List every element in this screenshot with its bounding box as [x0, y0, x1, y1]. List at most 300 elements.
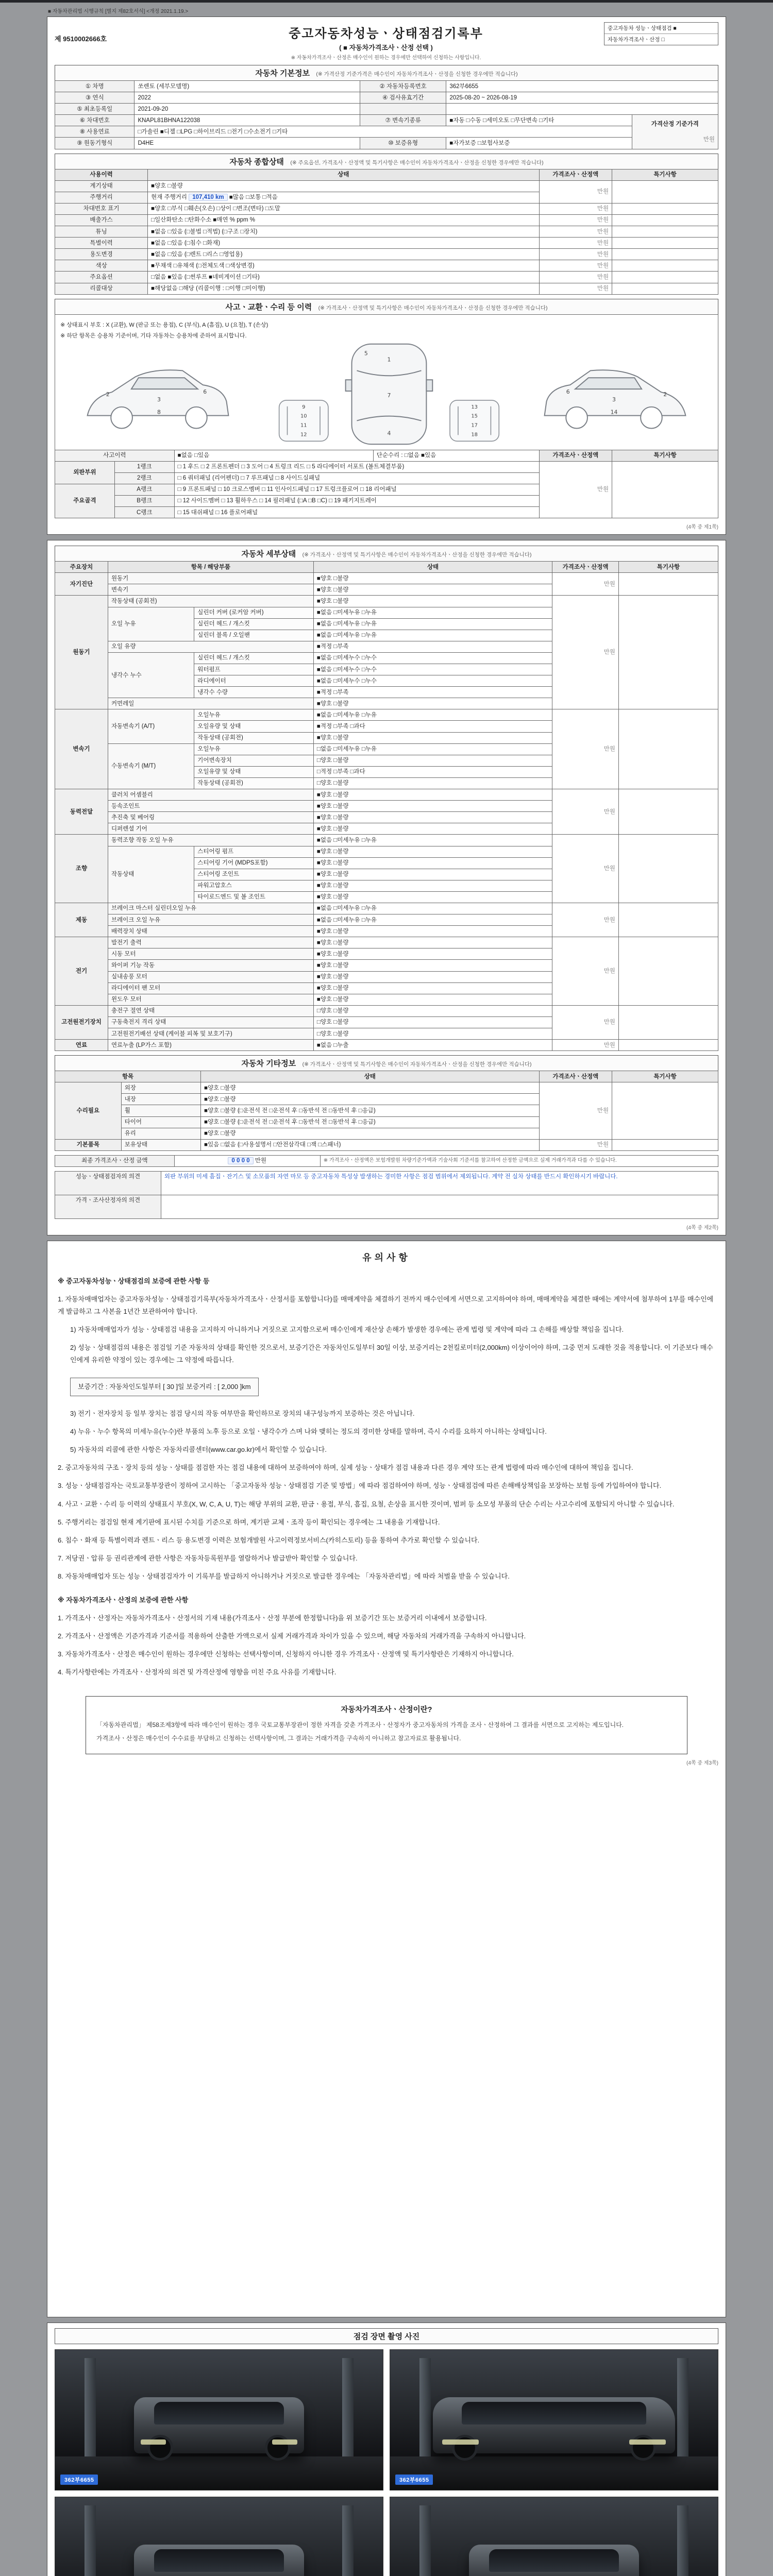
section-accident-title: 사고ㆍ교환ㆍ수리 등 이력 (※ 가격조사ㆍ산정액 및 특기사항은 매수인이 자동차가격조사ㆍ산정을 신청한 경우에만 적습니다)	[55, 299, 718, 314]
field-value: ■적정 □부족 □과다	[313, 721, 552, 732]
subitem-label: 작동상태 (공회전)	[194, 777, 314, 789]
group-label: 제동	[55, 903, 108, 937]
field-label: 배출가스	[55, 214, 148, 226]
notice-paragraph: 1. 자동차매매업자는 중고자동차성능ㆍ상태점검기록부(자동차가격조사ㆍ산정서를 포함합니다)를 매매계약을 체결하기 전까지 매수인에게 서면으로 고지하여야 하며, 매매계약을 체결한 때에는 계약서에 첨부하여 1부를 매수인에게 발급하고 그 사본을 1년간 보관하여야 합니다.	[58, 1295, 714, 1316]
field-value: □양호 □불량	[313, 1016, 552, 1028]
field-value: ■있음 □없음 (□사용설명서 □안전삼각대 □잭 □스패너)	[201, 1139, 539, 1150]
price-cell: 만원	[539, 226, 612, 238]
field-value: ■양호 □불량	[313, 857, 552, 869]
field-value: ■없음 □미세누유 □누유	[313, 835, 552, 846]
field-label: ③ 연식	[55, 92, 135, 104]
field-value: ■양호 □불량 (□운전석 전 □운전석 후 □동반석 전 □동반석 후 □응급)	[201, 1105, 539, 1116]
field-value: ■양호 □불량	[201, 1094, 539, 1105]
column-header: 항목	[55, 1071, 201, 1082]
price-cell: 만원	[552, 903, 619, 937]
field-value: ■양호 □불량	[313, 573, 552, 584]
item-label: 자동변속기 (A/T)	[108, 709, 194, 743]
svg-text:2: 2	[663, 391, 667, 398]
column-header: 가격조사ㆍ산정액	[539, 450, 612, 461]
subitem-label: 스티어링 조인트	[194, 869, 314, 880]
field-value: ■없음 □미세누유 □누유	[313, 914, 552, 926]
group-label: 원동기	[55, 596, 108, 709]
price-cell: 만원	[552, 835, 619, 903]
item-label: 오일 누유	[108, 607, 194, 641]
notice-paragraph: 1. 가격조사ㆍ산정자는 자동차가격조사ㆍ산정서의 기재 내용(가격조사ㆍ산정 부분에 한정합니다)을 위 보증기간 또는 보증거리 이내에서 보증합니다.	[58, 1614, 487, 1622]
section-etc-title: 자동차 기타정보 (※ 가격조사ㆍ산정액 및 특기사항은 매수인이 자동차가격조사ㆍ산정을 신청한 경우에만 적습니다)	[55, 1055, 718, 1071]
field-value: 단순수리 : □없음 ■있음	[373, 450, 539, 461]
item-label: 등속조인트	[108, 801, 313, 812]
field-value	[161, 1195, 718, 1218]
svg-text:6: 6	[203, 388, 207, 395]
price-appraisal-explainer-box	[86, 1696, 687, 1754]
field-value: ■양호 □불량	[313, 698, 552, 709]
item-label: 브레이크 오일 누유	[108, 914, 313, 926]
price-appraisal-select-note: ※ 자동차가격조사ㆍ산정은 매수인이 원하는 경우에만 선택하여 신청하는 사항입니다.	[291, 55, 481, 61]
field-value: ■양호 □불량	[313, 880, 552, 891]
column-header: 상태	[148, 169, 539, 180]
field-value: ■양호 □불량 (□운전석 전 □운전석 후 □동반석 전 □동반석 후 □응급)	[201, 1116, 539, 1128]
svg-text:1: 1	[387, 356, 391, 363]
field-value: ■양호 □불량	[313, 789, 552, 801]
price-base-cell: 가격산정 기준가격 만원	[632, 115, 718, 149]
field-value: 2021-09-20	[135, 104, 360, 115]
value-chip: 107,410 km	[189, 194, 227, 201]
field-value: ■자가보증 □보험사보증	[446, 138, 632, 149]
field-value: ■양호 □불량	[201, 1128, 539, 1139]
field-value: 362부6655	[446, 81, 718, 92]
notice-paragraph: 3) 전기ㆍ전자장치 등 일부 장치는 점검 당시의 작동 여부만을 확인하므로 장치의 내구성능까지 보증하는 것은 아닙니다.	[70, 1410, 415, 1418]
subitem-label: 타이로드엔드 및 볼 조인트	[194, 891, 314, 903]
price-appraisal-select-label: ( ■ 자동차가격조사ㆍ산정 선택 )	[339, 44, 433, 52]
group-label: 조향	[55, 835, 108, 903]
notice-paragraph: 1) 자동차매매업자가 성능ㆍ상태점검 내용을 고지하지 아니하거나 거짓으로 고지함으로써 매수인에게 재산상 손해가 발생한 경우에는 관계 법령 및 계약에 따라 그 손해를 배상할 책임을 집니다.	[70, 1326, 624, 1334]
field-value: ■없음 □있음 (□불법 □적법) (□구조 □장치)	[148, 226, 539, 238]
column-header: 가격조사ㆍ산정액	[552, 562, 619, 573]
field-value: ■양호 □불량	[313, 596, 552, 607]
field-value: 외판 부위의 미세 흠집ㆍ잔기스 및 소모품의 자연 마모 등 중고자동차 특성상 발생하는 경미한 사항은 점검 범위에서 제외됩니다. 계약 전 실차 상태를 반드시 확인하시기 바랍니다.	[161, 1171, 718, 1195]
field-value: ■양호 □불량	[313, 732, 552, 743]
notice-paragraph: 6. 침수ㆍ화재 등 특별이력과 렌트ㆍ리스 등 용도변경 이력은 보험개발원 사고이력정보서비스(카히스토리) 등을 통하여 추가로 확인할 수 있습니다.	[58, 1536, 480, 1544]
section-overall-title: 자동차 종합상태 (※ 주요옵션, 가격조사ㆍ산정액 및 특기사항은 매수인이 자동차가격조사ㆍ산정을 신청한 경우에만 적습니다)	[55, 154, 718, 169]
field-label: 주행거리	[55, 192, 148, 203]
notice-paragraph: 3. 성능ㆍ상태점검자는 국토교통부장관이 정하여 고시하는 「중고자동차 성능ㆍ상태점검 기준 및 방법」에 따라 점검하여야 하며, 성능ㆍ상태점검에 따른 손해배상책임을 보장하는 보험 등에 가입하여야 합니다.	[58, 1482, 662, 1490]
field-value: 2025-08-20 ~ 2026-08-19	[446, 92, 718, 104]
field-value: ■없음 □미세누수 □누수	[313, 664, 552, 675]
sheet-detail-etc	[47, 540, 726, 1235]
note-cell	[618, 709, 718, 789]
explainer-paragraph-1: 「자동차관리법」 제58조제3항에 따라 매수인이 원하는 경우 국토교통부장관이 정한 자격을 갖춘 가격조사ㆍ산정자가 중고자동차의 가격을 조사ㆍ산정하여 그 결과를 서면으로 고지하는 제도입니다.	[96, 1721, 624, 1728]
field-value: ■양호 □불량	[313, 801, 552, 812]
field-value: ■없음 □미세누유 □누유	[313, 630, 552, 641]
svg-text:4: 4	[387, 429, 391, 436]
field-value: ■없음 □미세누유 □누유	[313, 709, 552, 721]
field-label: B랭크	[114, 495, 174, 506]
sheet-photos	[47, 2323, 726, 2576]
item-label: 연료누출 (LP가스 포함)	[108, 1040, 313, 1051]
note-cell	[612, 283, 718, 294]
field-value: ■없음 □미세누수 □누수	[313, 652, 552, 664]
state-code-legend: ※ 상태표시 부호 : X (교환), W (판금 또는 용접), C (부식), A (흠집), U (요철), T (손상)	[60, 321, 268, 328]
section-photos-title: 점검 장면 촬영 사진	[55, 2328, 718, 2344]
note-cell	[612, 249, 718, 260]
field-value: □가솔린 ■디젤 □LPG □하이브리드 □전기 □수소전기 □기타	[135, 126, 632, 138]
svg-text:13: 13	[471, 404, 478, 410]
field-label: 차대번호 표기	[55, 203, 148, 214]
item-label: 휠	[121, 1105, 200, 1116]
field-value: □ 6 쿼터패널 (리어펜더) □ 7 루프패널 □ 8 사이드실패널	[174, 472, 539, 484]
svg-text:18: 18	[471, 431, 478, 437]
note-cell	[612, 1139, 718, 1150]
item-label: 냉각수 누수	[108, 652, 194, 698]
field-value: ■없음 □미세누수 □누수	[313, 675, 552, 687]
item-label: 클러치 어셈블리	[108, 789, 313, 801]
field-value: ■양호 □불량	[313, 846, 552, 857]
field-value: □양호 □불량	[313, 1028, 552, 1040]
svg-text:3: 3	[157, 396, 161, 403]
item-label: 오일 유량	[108, 641, 313, 652]
field-label: 튜닝	[55, 226, 148, 238]
notice-paragraph: 보증기간 : 자동차인도일부터 [ 30 ]일 보증거리 : [ 2,000 ]km	[70, 1378, 259, 1396]
price-cell: 만원	[539, 203, 612, 214]
column-header: 상태	[313, 562, 552, 573]
price-cell: 만원	[539, 1139, 612, 1150]
photo-caption-plate: 362부6655	[395, 2475, 433, 2485]
notice-paragraph: 8. 자동차매매업자 또는 성능ㆍ상태점검자가 이 기록부를 발급하지 아니하거나 거짓으로 발급한 경우에는 「자동차관리법」에 따라 처벌을 받을 수 있습니다.	[58, 1572, 510, 1580]
price-cell: 만원	[539, 272, 612, 283]
field-value: □ 12 사이드멤버 □ 13 휠하우스 □ 14 필러패널 (□A □B □C) □ 19 패키지트레이	[174, 495, 539, 506]
notice-paragraph: 5) 자동차의 리콜에 관한 사항은 자동차리콜센터(www.car.go.kr)에서 확인할 수 있습니다.	[70, 1446, 327, 1454]
subitem-label: 오일유량 및 상태	[194, 721, 314, 732]
field-label: 성능ㆍ상태점검자의 의견	[55, 1171, 161, 1195]
field-value: ■없음 □미세누유 □누유	[313, 903, 552, 914]
field-label: 특별이력	[55, 238, 148, 249]
price-cell: 만원	[539, 249, 612, 260]
field-label: 색상	[55, 260, 148, 272]
note-cell	[618, 573, 718, 596]
item-label: 커먼레일	[108, 698, 313, 709]
note-cell	[612, 180, 718, 203]
note-cell	[612, 461, 718, 518]
svg-text:15: 15	[471, 413, 478, 419]
subitem-label: 오일유량 및 상태	[194, 766, 314, 777]
etc-info-table	[55, 1071, 718, 1151]
column-header: 상태	[201, 1071, 539, 1082]
subitem-label: 오일누유	[194, 709, 314, 721]
item-label: 발전기 출력	[108, 937, 313, 948]
column-header: 가격조사ㆍ산정액	[539, 1071, 612, 1082]
svg-text:9: 9	[302, 404, 306, 410]
item-label: 내장	[121, 1094, 200, 1105]
field-value: 2022	[135, 92, 360, 104]
column-header: 특기사항	[612, 1071, 718, 1082]
field-value: □ 15 대쉬패널 □ 16 플로어패널	[174, 507, 539, 518]
subitem-label: 실린더 헤드 / 개스킷	[194, 618, 314, 630]
column-header: 항목 / 해당부품	[108, 562, 313, 573]
notice-paragraph: 4) 누유ㆍ누수 항목의 미세누유(누수)란 부품의 노후 등으로 오일ㆍ냉각수가 스며 나와 맺히는 정도의 경미한 상태를 말하며, 즉시 수리를 요하지 아니하는 상태입니다.	[70, 1428, 547, 1436]
field-value: ■양호 □불량	[313, 812, 552, 823]
notice-paragraph: ※ 자동차가격조사ㆍ산정의 보증에 관한 사항	[58, 1596, 189, 1604]
item-label: 충전구 절연 상태	[108, 1005, 313, 1016]
note-cell	[612, 203, 718, 214]
group-label: 외판부위	[55, 461, 115, 484]
accident-diagram-panel	[55, 314, 718, 450]
note-cell	[618, 1040, 718, 1051]
field-value: ■양호 □부식 □훼손(오손) □상이 □변조(변타) □도말	[148, 203, 539, 214]
field-label	[360, 104, 446, 115]
document-page	[47, 3, 726, 2576]
group-label: 전기	[55, 937, 108, 1006]
field-label: ⑨ 원동기형식	[55, 138, 135, 149]
group-label: 기본품목	[55, 1139, 122, 1150]
field-label: A랭크	[114, 484, 174, 495]
field-label: 가격ㆍ조사산정자의 의견	[55, 1195, 161, 1218]
item-label: 윈도우 모터	[108, 994, 313, 1005]
field-value: ■없음 □누출	[313, 1040, 552, 1051]
subitem-label: 냉각수 수량	[194, 687, 314, 698]
diagram-basis-legend: ※ 하단 항목은 승용차 기준이며, 기타 자동차는 승용차에 준하여 표시합니다.	[60, 332, 247, 339]
field-value: KNAPL81BHNA122038	[135, 115, 360, 126]
basic-info-table	[55, 80, 718, 149]
explainer-title: 자동차가격조사ㆍ산정이란?	[341, 1705, 432, 1714]
field-value	[446, 104, 718, 115]
field-label: ① 차명	[55, 81, 135, 92]
section-basic-title: 자동차 기본정보 (※ 가격산정 기준가격은 매수인이 자동차가격조사ㆍ산정을 신청한 경우에만 적습니다)	[55, 65, 718, 80]
item-label: 동력조향 작동 오일 누유	[108, 835, 313, 846]
item-label: 외장	[121, 1082, 200, 1094]
item-label: 추진축 및 베어링	[108, 812, 313, 823]
note-cell	[618, 835, 718, 903]
field-value: ■양호 □불량	[313, 982, 552, 994]
accident-parts-table	[55, 450, 718, 519]
field-value: □양호 □불량	[313, 777, 552, 789]
column-header: 특기사항	[618, 562, 718, 573]
note-cell	[618, 789, 718, 835]
field-value: ■양호 □불량	[313, 971, 552, 982]
note-cell	[612, 238, 718, 249]
price-cell: 만원	[552, 709, 619, 789]
item-label: 배력장치 상태	[108, 926, 313, 937]
field-label: 1랭크	[114, 461, 174, 472]
field-label: ④ 검사유효기간	[360, 92, 446, 104]
svg-text:7: 7	[387, 392, 391, 399]
svg-text:12: 12	[300, 431, 307, 437]
field-value: 현재 주행거리 107,410 km ■많음 □보통 □적음	[148, 192, 539, 203]
inspection-photo-2	[390, 2349, 718, 2490]
group-label: 주요골격	[55, 484, 115, 518]
svg-text:3: 3	[612, 396, 616, 403]
field-value: 쏘렌토 (세부모델명)	[135, 81, 360, 92]
subitem-label: 실린더 커버 (로커암 커버)	[194, 607, 314, 618]
item-label: 실내송풍 모터	[108, 971, 313, 982]
item-label: 보유상태	[121, 1139, 200, 1150]
inspection-photo-1	[55, 2349, 383, 2490]
note-cell	[618, 1005, 718, 1039]
inspector-opinion-table	[55, 1171, 718, 1219]
note-cell	[612, 1082, 718, 1139]
subitem-label: 워터펌프	[194, 664, 314, 675]
note-cell	[618, 937, 718, 1006]
svg-text:6: 6	[566, 388, 570, 395]
item-label: 원동기	[108, 573, 313, 584]
field-value: ■무채색 □유채색 (□전체도색 □색상변경)	[148, 260, 539, 272]
field-value: □ 9 프론트패널 □ 10 크로스멤버 □ 11 인사이드패널 □ 17 트렁크플로어 □ 18 리어패널	[174, 484, 539, 495]
field-value: ■없음 □미세누유 □누유	[313, 618, 552, 630]
item-label: 와이퍼 기능 작동	[108, 960, 313, 971]
note-cell	[612, 260, 718, 272]
price-cell: 만원	[539, 214, 612, 226]
item-label: 고전원전기배선 상태 (케이블 피복 및 보호기구)	[108, 1028, 313, 1040]
item-label: 브레이크 마스터 실린더오일 누유	[108, 903, 313, 914]
notice-title: 유의사항	[362, 1252, 411, 1263]
note-cell	[612, 226, 718, 238]
item-label: 변속기	[108, 584, 313, 596]
field-value: ■양호 □불량	[313, 937, 552, 948]
field-label: C랭크	[114, 507, 174, 518]
subitem-label: 실린더 헤드 / 개스킷	[194, 652, 314, 664]
item-label: 라디에이터 팬 모터	[108, 982, 313, 994]
field-label: 사고이력	[55, 450, 175, 461]
field-label: ⑧ 사용연료	[55, 126, 135, 138]
group-label: 수리필요	[55, 1082, 122, 1139]
svg-text:11: 11	[300, 422, 307, 429]
field-value: ■양호 □불량	[148, 180, 539, 192]
subitem-label: 스티어링 기어 (MDPS포함)	[194, 857, 314, 869]
field-value: ■양호 □불량	[313, 948, 552, 960]
sheet-notices	[47, 1241, 726, 2317]
subitem-label: 기어변속장치	[194, 755, 314, 766]
field-value: ■양호 □불량	[201, 1082, 539, 1094]
price-cell: 만원	[539, 461, 612, 518]
subitem-label: 라디에이터	[194, 675, 314, 687]
notice-paragraph: 2. 가격조사ㆍ산정액은 기준가격과 기준서를 적용하여 산출한 가액으로서 실제 거래가격과 차이가 있을 수 있으며, 해당 자동차의 거래가격을 구속하지 아니합니다.	[58, 1632, 526, 1640]
subitem-label: 작동상태 (공회전)	[194, 732, 314, 743]
field-label: 용도변경	[55, 249, 148, 260]
column-header: 특기사항	[612, 169, 718, 180]
field-value: ■해당없음 □해당 (리콜이행 : □이행 □미이행)	[148, 283, 539, 294]
column-header: 가격조사ㆍ산정액	[539, 169, 612, 180]
page-mark-3: (4쪽 중 제3쪽)	[686, 1760, 718, 1766]
price-cell: 만원	[539, 283, 612, 294]
field-label: 계기상태	[55, 180, 148, 192]
price-cell: 만원	[552, 596, 619, 709]
price-cell: 만원	[539, 260, 612, 272]
column-header: 사용이력	[55, 169, 148, 180]
field-value: 0 0 0 0 만원	[174, 1155, 320, 1166]
price-cell: 만원	[552, 1005, 619, 1039]
price-cell: 만원	[539, 180, 612, 203]
inspection-type-select-box	[604, 22, 718, 45]
price-cell: 만원	[552, 573, 619, 596]
field-value: ■양호 □불량	[313, 823, 552, 835]
inspection-photo-3	[55, 2497, 383, 2576]
subitem-label: 파워고압호스	[194, 880, 314, 891]
price-cell: 만원	[552, 937, 619, 1006]
svg-text:8: 8	[157, 409, 161, 416]
field-label: 주요옵션	[55, 272, 148, 283]
field-value: ■자동 □수동 □세미오토 □무단변속 □기타	[446, 115, 632, 126]
detail-condition-table	[55, 561, 718, 1051]
final-price-table	[55, 1155, 718, 1167]
page-mark-1: (4쪽 중 제1쪽)	[686, 524, 718, 531]
field-label: ⑥ 차대번호	[55, 115, 135, 126]
field-value: D4HE	[135, 138, 360, 149]
field-value: ■없음 □있음 (□침수 □화재)	[148, 238, 539, 249]
field-value: ■양호 □불량	[313, 960, 552, 971]
item-label: 시동 모터	[108, 948, 313, 960]
field-value: ■양호 □불량	[313, 994, 552, 1005]
notice-paragraph: 5. 주행거리는 점검일 현재 계기판에 표시된 수치를 기준으로 하며, 계기판 교체ㆍ조작 등이 확인되는 경우에는 그 내용을 기재합니다.	[58, 1518, 440, 1526]
subitem-label: 오일누유	[194, 743, 314, 755]
note-cell	[612, 272, 718, 283]
overall-condition-table	[55, 169, 718, 295]
field-label: 최종 가격조사ㆍ산정 금액	[55, 1155, 175, 1166]
field-value: ■양호 □불량	[313, 926, 552, 937]
photo-caption-plate: 362부6655	[60, 2475, 98, 2485]
group-label: 변속기	[55, 709, 108, 789]
car-diagram	[59, 340, 714, 449]
group-label: 동력전달	[55, 789, 108, 835]
inspection-photo-4	[390, 2497, 718, 2576]
price-cell: 만원	[552, 1040, 619, 1051]
field-label: ⑤ 최초등록일	[55, 104, 135, 115]
svg-text:5: 5	[364, 350, 368, 357]
price-cell: 만원	[552, 789, 619, 835]
field-value: ■적정 □부족	[313, 687, 552, 698]
notice-paragraph: ※ 중고자동차성능ㆍ상태점검의 보증에 관한 사항 등	[58, 1277, 210, 1285]
notice-paragraph: 2) 성능ㆍ상태점검의 내용은 점검일 기준 자동차의 상태를 확인한 것으로서, 보증기간은 자동차인도일부터 30일 이상, 보증거리는 2천킬로미터(2,000km) 이상이어야 하며, 그중 먼저 도래한 것을 적용합니다. 이 기준보다 매수인에게 유리한 약정이 있는 경우에는 그 약정에 따릅니다.	[70, 1344, 713, 1364]
item-label: 작동상태 (공회전)	[108, 596, 313, 607]
field-value: ■양호 □불량	[313, 584, 552, 596]
subitem-label: 실린더 블록 / 오일팬	[194, 630, 314, 641]
svg-text:14: 14	[610, 409, 618, 416]
note-cell	[618, 903, 718, 937]
note-cell	[618, 596, 718, 709]
field-label: ② 자동차등록번호	[360, 81, 446, 92]
sheet-basic-overall-accident	[47, 16, 726, 535]
group-label: 고전원전기장치	[55, 1005, 108, 1039]
select-performance-check: 중고자동차 성능ㆍ상태점검 ■	[604, 23, 718, 34]
notice-paragraph: 2. 중고자동차의 구조ㆍ장치 등의 성능ㆍ상태를 점검한 자는 점검 내용에 대하여 보증하여야 하며, 실제 성능ㆍ상태가 점검 내용과 다른 경우 계약 또는 관계 법령에 따라 매수인에 대하여 책임을 집니다.	[58, 1464, 633, 1472]
group-label: 자기진단	[55, 573, 108, 596]
field-value: ■없음 □있음	[174, 450, 373, 461]
value-chip: 0 0 0 0	[228, 1157, 253, 1164]
notice-paragraph: 3. 자동차가격조사ㆍ산정은 매수인이 원하는 경우에만 신청하는 선택사항이며, 신청하지 아니한 경우 가격조사ㆍ산정액 및 특기사항란은 기재하지 아니합니다.	[58, 1650, 514, 1658]
field-label: ⑦ 변속기종류	[360, 115, 446, 126]
field-value: □없음 ■있음 (□썬루프 ■네비게이션 □기타)	[148, 272, 539, 283]
column-header: 주요장치	[55, 562, 108, 573]
field-label: 리콜대상	[55, 283, 148, 294]
svg-text:17: 17	[471, 422, 478, 429]
inspection-photo-grid	[55, 2349, 718, 2576]
field-value: ■없음 □있음 (□렌트 □리스 □영업용)	[148, 249, 539, 260]
field-value: □일산화탄소 □탄화수소 ■매연 % ppm %	[148, 214, 539, 226]
field-value: □양호 □불량	[313, 755, 552, 766]
field-value: □적정 □부족 □과다	[313, 766, 552, 777]
field-value: ※ 가격조사ㆍ산정액은 보험개발원 차량기준가액과 기술사회 기준서를 참고하여 산정한 금액으로 실제 거래가격과 다를 수 있습니다.	[320, 1155, 718, 1166]
form-reference-note: ■ 자동차관리법 시행규칙 [별지 제82호서식] <개정 2021.1.19.>	[48, 9, 189, 14]
section-detail-title: 자동차 세부상태 (※ 가격조사ㆍ산정액 및 특기사항은 매수인이 자동차가격조사ㆍ산정을 신청한 경우에만 적습니다)	[55, 546, 718, 561]
svg-text:2: 2	[106, 391, 110, 398]
field-label: ⑩ 보증유형	[360, 138, 446, 149]
field-label: 2랭크	[114, 472, 174, 484]
item-label: 구동축전지 격리 상태	[108, 1016, 313, 1028]
notice-body	[55, 1275, 718, 1679]
column-header: 특기사항	[612, 450, 718, 461]
explainer-paragraph-2: 가격조사ㆍ산정은 매수인이 수수료를 부담하고 신청하는 선택사항이며, 그 결과는 거래가격을 구속하지 아니하고 참고자료로 활용됩니다.	[96, 1734, 461, 1742]
document-number: 제 9510002666호	[55, 35, 107, 43]
field-value: ■양호 □불량	[313, 869, 552, 880]
notice-paragraph: 4. 사고ㆍ교환ㆍ수리 등 이력의 상태표시 부호(X, W, C, A, U, T)는 해당 부위의 교환, 판금ㆍ용접, 부식, 흠집, 요철, 손상을 표시한 것이며, 범퍼 등 소모성 부품의 단순 수리는 사고수리에 포함되지 아니할 수 있습니다.	[58, 1500, 675, 1508]
